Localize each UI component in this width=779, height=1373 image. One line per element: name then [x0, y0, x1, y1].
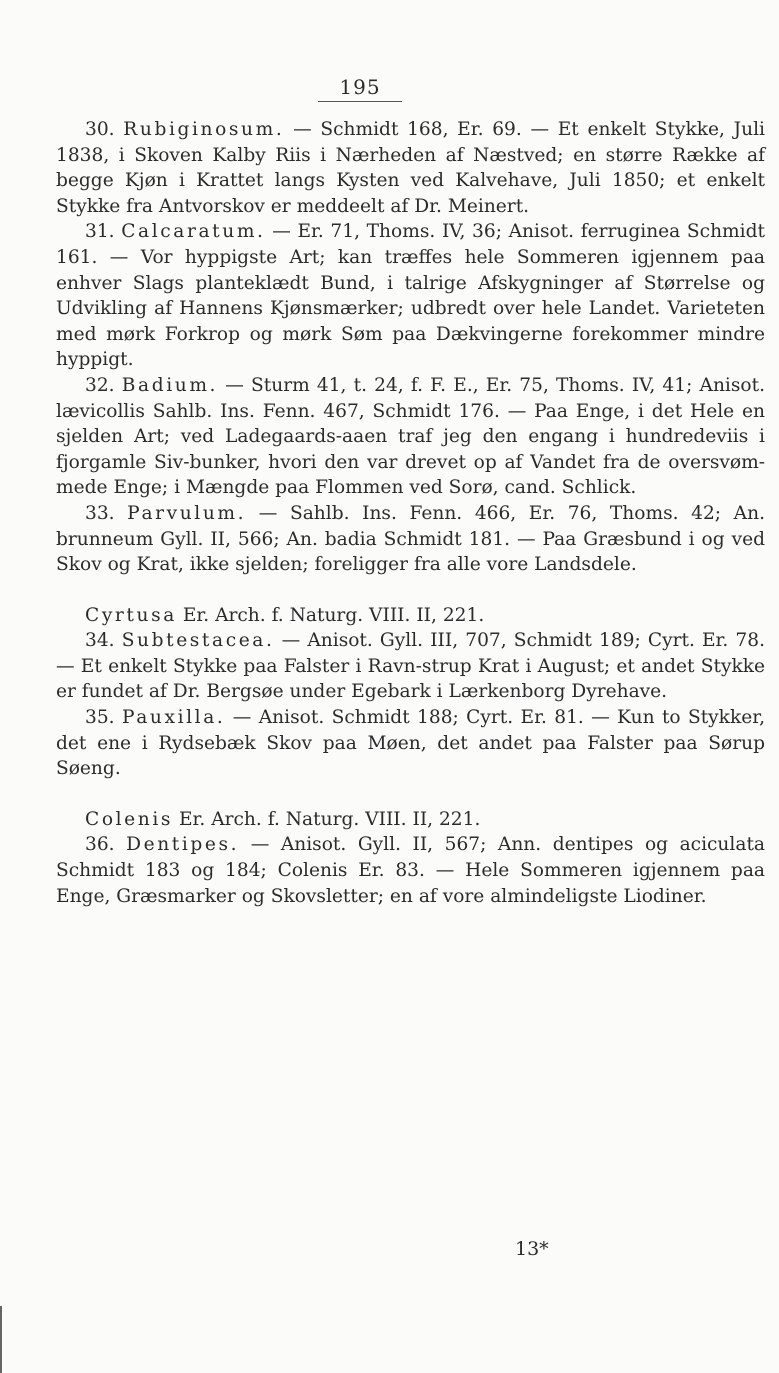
entry-32: 32. Badium. — Sturm 41, t. 24, f. F. E., Er. 75, Thoms. IV, 41; Anisot. lævicollis Sahlb. Ins. Fenn. 467, Schmidt 176. — Paa Enge, i det Hele en sjelden Art; ved Ladegaards-aaen traf jeg den engang i hundredeviis i fjorgamle Siv-bunker, hvori den var drevet op af Vandet fra de oversvøm-mede Enge; i Mængde paa Flommen ved Sorø, cand. Schlick.: [56, 374, 765, 499]
signature-mark: 13*: [515, 1238, 549, 1260]
genus-heading-cyrtusa: Cyrtusa Er. Arch. f. Naturg. VIII. II, 221.: [85, 604, 485, 626]
entry-34: 34. Subtestacea. — Anisot. Gyll. III, 707, Schmidt 189; Cyrt. Er. 78. — Et enkelt Stykke paa Falster i Ravn-strup Krat i August; et andet Stykke er fundet af Dr. Bergsøe under Egebark i Lærkenborg Dyrehave.: [56, 630, 765, 703]
text-body: [56, 117, 765, 909]
entry-36: 36. Dentipes. — Anisot. Gyll. II, 567; Ann. dentipes og aciculata Schmidt 183 og 184; Colenis Er. 83. — Hele Sommeren igjennem paa Enge, Græsmarker og Skovsletter; en af vore almindeligste Liodiner.: [56, 834, 766, 907]
species-name: Badium.: [121, 374, 219, 396]
species-name: Parvulum.: [127, 502, 247, 524]
entry-35: 35. Pauxilla. — Anisot. Schmidt 188; Cyrt. Er. 81. — Kun to Stykker, det ene i Rydsebæk Skov paa Møen, det andet paa Falster paa Sørup Søeng.: [56, 707, 765, 780]
species-name: Calcaratum.: [121, 221, 266, 243]
entry-33: 33. Parvulum. — Sahlb. Ins. Fenn. 466, Er. 76, Thoms. 42; An. brunneum Gyll. II, 566; An. badia Schmidt 181. — Paa Græsbund i og ved Skov og Krat, ikke sjelden; foreligger fra alle vore Landsdele.: [56, 502, 765, 576]
species-name: Rubiginosum.: [123, 119, 285, 140]
scan-edge: [0, 1306, 2, 1373]
species-name: Pauxilla.: [121, 707, 226, 729]
species-name: Subtestacea.: [121, 630, 275, 652]
species-name: Dentipes.: [126, 834, 240, 856]
page-number: 195: [318, 75, 402, 102]
entry-31: 31. Calcaratum. — Er. 71, Thoms. IV, 36; Anisot. ferruginea Schmidt 161. — Vor hyppigste Art; kan træffes hele Sommeren igjennem paa enhver Slags planteklædt Bund, i talrige Afskygninger af Størrelse og Udvikling af Hannens Kjønsmærker; udbredt over hele Landet. Varieteten med mørk Forkrop og mørk Søm paa Dækvingerne forekommer mindre hyppigt.: [56, 221, 765, 371]
genus-heading-colenis: Colenis Er. Arch. f. Naturg. VIII. II, 221.: [85, 808, 481, 830]
entry-30: 30. Rubiginosum. — Schmidt 168, Er. 69. — Et enkelt Stykke, Juli 1838, i Skoven Kalby Riis i Nærheden af Næstved; en større Række af begge Kjøn i Krattet langs Kysten ved Kalvehave, Juli 1850; et enkelt Stykke fra Antvorskov er meddeelt af Dr. Meinert.: [56, 119, 765, 217]
